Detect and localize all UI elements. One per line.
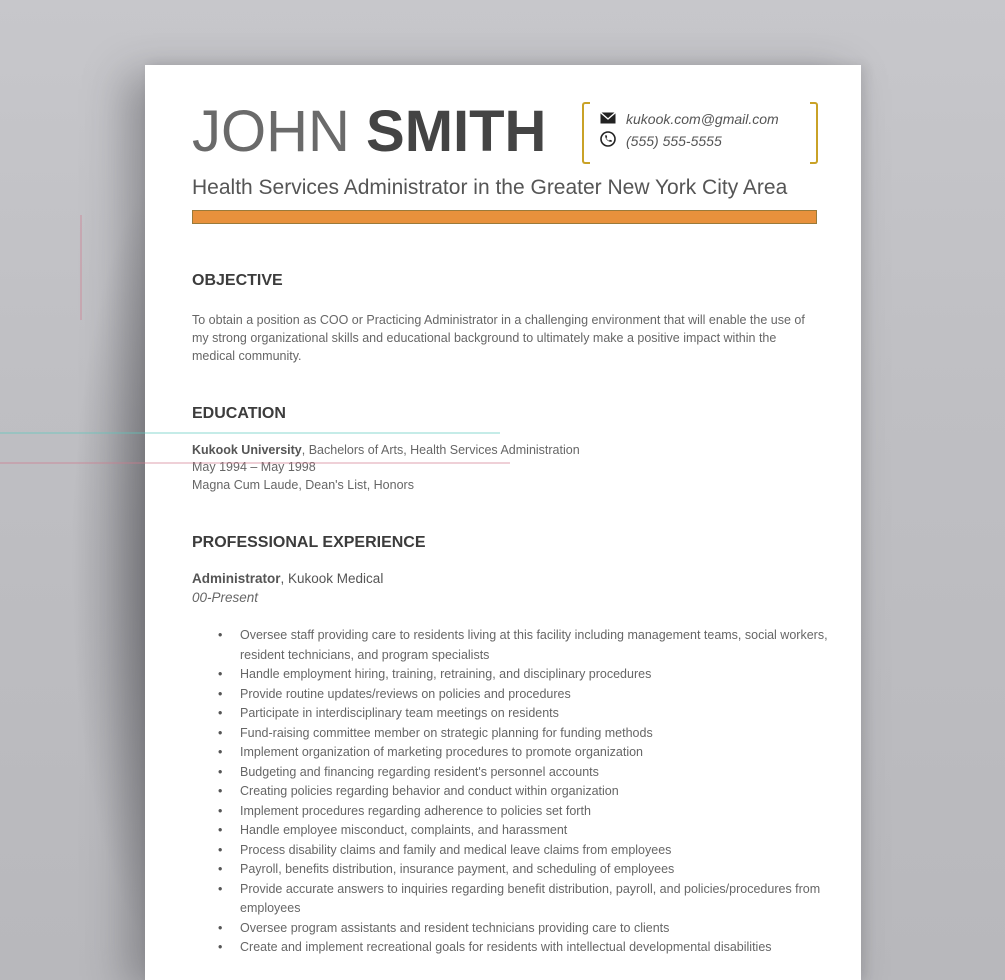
envelope-icon — [600, 111, 618, 127]
headline: Health Services Administrator in the Greater New York City Area — [192, 176, 788, 199]
education-dates: May 1994 – May 1998 — [192, 460, 316, 474]
job-role: Administrator — [192, 571, 281, 586]
contact-email[interactable]: kukook.com@gmail.com — [626, 111, 779, 127]
section-title-education: EDUCATION — [192, 405, 286, 422]
resume-page — [145, 65, 861, 980]
resume-name — [192, 99, 547, 164]
section-title-objective: OBJECTIVE — [192, 272, 283, 289]
list-item: • Create and implement recreational goals for residents with intellectual developmental disabilities — [240, 938, 861, 958]
list-item: • Implement procedures regarding adherence to policies set forth — [240, 802, 861, 822]
list-item: • Implement organization of marketing procedures to promote organization — [240, 743, 861, 763]
list-item: • Fund-raising committee member on strategic planning for funding methods — [240, 724, 861, 744]
list-item: • Handle employee misconduct, complaints, and harassment — [240, 821, 861, 841]
list-item: • Handle employment hiring, training, retraining, and disciplinary procedures — [240, 665, 861, 685]
first-name: JOHN — [192, 99, 350, 164]
job-period: 00-Present — [192, 590, 259, 605]
objective-text: To obtain a position as COO or Practicing Administrator in a challenging environment that will enable the use of my strong organizational skills and educational background to ultimately make a positive impact within the medical community. — [192, 313, 805, 363]
contact-phone-row — [600, 131, 722, 150]
job-title-line — [192, 571, 383, 586]
list-item: • Participate in interdisciplinary team meetings on residents — [240, 704, 861, 724]
job-company: , Kukook Medical — [280, 571, 384, 586]
list-item: • Provide accurate answers to inquiries regarding benefit distribution, payroll, and policies/procedures from employees — [240, 880, 861, 919]
education-degree-line — [192, 443, 580, 457]
list-item: • Payroll, benefits distribution, insurance payment, and scheduling of employees — [240, 860, 861, 880]
degree-text: , Bachelors of Arts, Health Services Administration — [301, 443, 580, 457]
list-item: • Oversee staff providing care to residents living at this facility including management teams, social workers, resident technicians, and program specialists — [240, 626, 861, 665]
phone-icon — [600, 131, 618, 150]
accent-rule — [192, 210, 817, 224]
contact-email-row — [600, 111, 779, 127]
last-name: SMITH — [366, 99, 547, 164]
experience-bullet-list — [192, 626, 861, 958]
list-item: • Budgeting and financing regarding resident's personnel accounts — [240, 763, 861, 783]
education-honors: Magna Cum Laude, Dean's List, Honors — [192, 478, 414, 492]
section-title-experience: PROFESSIONAL EXPERIENCE — [192, 534, 426, 551]
list-item: • Provide routine updates/reviews on policies and procedures — [240, 685, 861, 705]
list-item: • Process disability claims and family and medical leave claims from employees — [240, 841, 861, 861]
list-item: • Oversee program assistants and resident technicians providing care to clients — [240, 919, 861, 939]
contact-bracket-right — [810, 102, 818, 164]
contact-bracket-left — [582, 102, 590, 164]
contact-block — [582, 102, 818, 160]
school-name: Kukook University — [192, 443, 302, 457]
glitch-line — [80, 215, 82, 320]
contact-phone[interactable]: (555) 555-5555 — [626, 132, 722, 149]
list-item: • Creating policies regarding behavior and conduct within organization — [240, 782, 861, 802]
